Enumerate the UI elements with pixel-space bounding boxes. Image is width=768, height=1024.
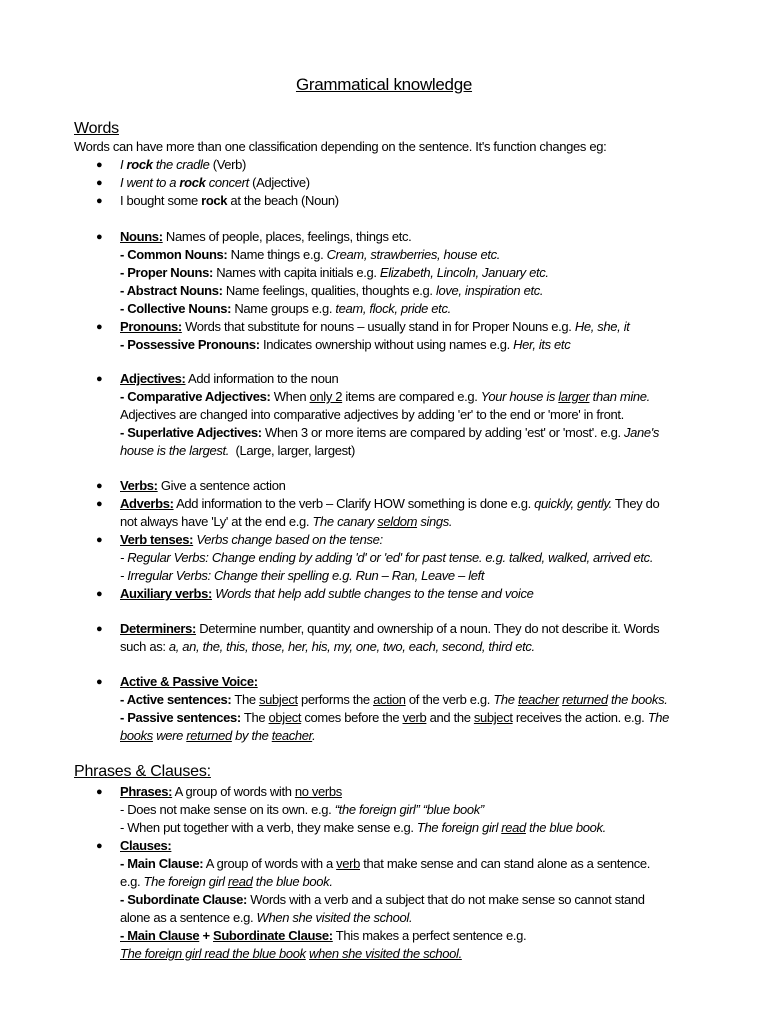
sub-label: - Main Clause: — [120, 856, 204, 871]
list-item — [0, 192, 695, 210]
term-desc: Verbs change based on the tense: — [193, 532, 383, 547]
list-item — [0, 370, 695, 388]
sub-text: Name groups e.g. — [231, 301, 336, 316]
term-label: Phrases: — [120, 784, 173, 799]
sub-example: house is the largest. — [120, 443, 229, 458]
sub-item — [0, 388, 695, 406]
sub-example: when she visited the school. — [309, 946, 462, 961]
term-label: Nouns: — [120, 229, 163, 244]
sub-example: teacher — [517, 692, 559, 707]
example-class: (Adjective) — [248, 175, 310, 190]
term-desc: Determine number, quantity and ownership of a noun. They do not describe it. Words — [196, 621, 660, 636]
sub-example: Your house is — [480, 389, 559, 404]
sub-label: - Possessive Pronouns: — [120, 337, 260, 352]
list-item — [0, 620, 695, 638]
sub-text: This makes a perfect sentence e.g. — [332, 928, 527, 943]
sub-item — [0, 549, 695, 567]
list-item — [0, 174, 695, 192]
sub-item — [0, 442, 695, 460]
sub-text: - When put together with a verb, they make sense e.g. — [120, 820, 417, 835]
sub-item — [0, 801, 695, 819]
sub-example: The canary — [312, 514, 378, 529]
term-desc: Words that substitute for nouns – usually stand in for Proper Nouns e.g. — [181, 319, 575, 334]
sub-item — [0, 513, 695, 531]
words-examples-list — [0, 156, 720, 210]
term-label: Verbs: — [120, 478, 158, 493]
example-text: concert — [205, 175, 249, 190]
sub-item — [0, 567, 695, 585]
list-item — [0, 673, 695, 691]
example-keyword: rock — [126, 157, 153, 172]
sub-text: alone as a sentence e.g. — [120, 910, 257, 925]
sub-text: verb — [402, 710, 427, 725]
term-example: He, she, it — [574, 319, 630, 334]
sub-item — [0, 264, 695, 282]
sub-example: sings. — [417, 514, 453, 529]
sub-example: . — [312, 728, 316, 743]
sub-example: teacher — [271, 728, 313, 743]
sub-example: larger — [558, 389, 590, 404]
sub-item — [0, 945, 695, 963]
term-desc: Words that help add subtle changes to the tense and voice — [211, 586, 534, 601]
sub-label: Subordinate Clause: — [213, 928, 333, 943]
sub-text: only 2 — [309, 389, 343, 404]
sub-text: receives the action. e.g. — [512, 710, 648, 725]
sub-example: The — [493, 692, 518, 707]
term-desc: A group of words with — [172, 784, 295, 799]
verbs-block — [0, 477, 720, 603]
sub-item — [0, 727, 695, 745]
sub-label: - Comparative Adjectives: — [120, 389, 271, 404]
sub-text: that make sense and can stand alone as a sentence. — [360, 856, 651, 871]
sub-example: team, flock, pride etc. — [335, 301, 451, 316]
sub-text: and the — [426, 710, 474, 725]
list-item — [0, 837, 695, 855]
sub-example: seldom — [377, 514, 418, 529]
sub-example: “the foreign girl” “blue book” — [334, 802, 484, 817]
list-item — [0, 228, 695, 246]
sub-label: + — [199, 928, 214, 943]
bullet-icon: ● — [96, 786, 103, 798]
sub-text: - Irregular Verbs: Change their spelling e.g. Run – Ran, Leave – left — [120, 568, 485, 583]
list-item — [0, 783, 695, 801]
sub-text: Name feelings, qualities, thoughts e.g. — [222, 283, 436, 298]
term-desc: Add information to the noun — [185, 371, 339, 386]
nouns-block — [0, 228, 720, 354]
sub-example: a, an, the, this, those, her, his, my, one, two, each, second, third etc. — [168, 639, 535, 654]
sub-label: - Active sentences: — [120, 692, 232, 707]
term-desc: Add information to the verb – Clarify HOW something is done e.g. — [173, 496, 535, 511]
example-keyword: rock — [201, 193, 228, 208]
sub-example: The foreign girl — [416, 820, 502, 835]
sub-text: verb — [336, 856, 361, 871]
sub-example: When she visited the school. — [256, 910, 413, 925]
sub-text: subject — [473, 710, 513, 725]
sub-label: - Superlative Adjectives: — [120, 425, 262, 440]
section-heading-words: Words — [74, 120, 119, 137]
term-example: quickly, gently. — [534, 496, 612, 511]
sub-example: were — [152, 728, 187, 743]
phrases-clauses-block — [0, 783, 720, 963]
sub-label: - Main Clause — [120, 928, 200, 943]
example-text: the cradle — [152, 157, 210, 172]
sub-text: (Large, larger, largest) — [229, 443, 356, 458]
bullet-icon: ● — [96, 588, 103, 600]
sub-example: than mine. — [589, 389, 650, 404]
sub-text: Name things e.g. — [227, 247, 327, 262]
sub-item — [0, 336, 695, 354]
sub-text: - Regular Verbs: Change ending by adding 'd' or 'ed' for past tense. e.g. talked, walked, arrived etc. — [120, 550, 654, 565]
bullet-icon: ● — [96, 177, 103, 189]
bullet-icon: ● — [96, 840, 103, 852]
words-intro: Words can have more than one classification depending on the sentence. It's function changes eg: — [74, 139, 607, 154]
list-item — [0, 495, 695, 513]
sub-example: the blue book. — [525, 820, 606, 835]
sub-example: the books. — [607, 692, 668, 707]
sub-text: comes before the — [301, 710, 403, 725]
sub-item — [0, 300, 695, 318]
sub-text: subject — [259, 692, 298, 707]
bullet-icon: ● — [96, 498, 103, 510]
sub-example: books — [120, 728, 153, 743]
bullet-icon: ● — [96, 534, 103, 546]
sub-example: The — [647, 710, 670, 725]
term-desc: Names of people, places, feelings, things etc. — [162, 229, 412, 244]
term-label: Verb tenses: — [120, 532, 194, 547]
sub-text: object — [268, 710, 302, 725]
sub-label: - Passive sentences: — [120, 710, 241, 725]
sub-example: love, inspiration etc. — [435, 283, 544, 298]
sub-item — [0, 819, 695, 837]
sub-example: Jane's — [623, 425, 660, 440]
sub-text: of the verb e.g. — [405, 692, 494, 707]
bullet-icon: ● — [96, 623, 103, 635]
sub-text: items are compared e.g. — [342, 389, 481, 404]
term-label: Active & Passive Voice: — [120, 674, 258, 689]
sub-example: The foreign girl — [143, 874, 228, 889]
example-text: I went to a — [120, 175, 180, 190]
example-text: I — [120, 157, 127, 172]
list-item — [0, 585, 695, 603]
sub-text: such as: — [120, 639, 169, 654]
sub-item — [0, 709, 695, 727]
sub-text: When 3 or more items are compared by adding 'est' or 'most'. e.g. — [261, 425, 624, 440]
sub-item — [0, 282, 695, 300]
sub-item — [0, 691, 695, 709]
example-text: I bought some — [120, 193, 202, 208]
term-desc: Give a sentence action — [157, 478, 286, 493]
example-text: at the beach (Noun) — [227, 193, 339, 208]
sub-example: returned — [562, 692, 608, 707]
sub-text: Indicates ownership without using names e.g. — [259, 337, 514, 352]
bullet-icon: ● — [96, 231, 103, 243]
sub-text: A group of words with a — [203, 856, 337, 871]
bullet-icon: ● — [96, 373, 103, 385]
sub-text: The — [240, 710, 269, 725]
term-label: Auxiliary verbs: — [120, 586, 212, 601]
list-item — [0, 156, 695, 174]
term-label: Clauses: — [120, 838, 172, 853]
sub-text: e.g. — [120, 874, 144, 889]
sub-item: Adjectives are changed into comparative adjectives by adding 'er' to the end or 'more' in front. — [120, 407, 624, 422]
term-label: Adjectives: — [120, 371, 186, 386]
bullet-icon: ● — [96, 676, 103, 688]
sub-text: not always have 'Ly' at the end e.g. — [120, 514, 313, 529]
term-label: Pronouns: — [120, 319, 182, 334]
sub-item — [0, 246, 695, 264]
voice-block — [0, 673, 720, 745]
sub-label: - Collective Nouns: — [120, 301, 232, 316]
sub-text: Words with a verb and a subject that do not make sense so cannot stand — [247, 892, 645, 907]
example-class: (Verb) — [209, 157, 247, 172]
determiners-block — [0, 620, 720, 656]
sub-item — [0, 638, 695, 656]
sub-example: Cream, strawberries, house etc. — [326, 247, 500, 262]
sub-item — [0, 891, 695, 909]
sub-label: - Common Nouns: — [120, 247, 228, 262]
section-heading-phrases-clauses: Phrases & Clauses: — [74, 763, 211, 780]
sub-item — [0, 424, 695, 442]
sub-example: read — [227, 874, 253, 889]
example-keyword: rock — [179, 175, 206, 190]
sub-label: - Abstract Nouns: — [120, 283, 223, 298]
sub-item — [0, 873, 695, 891]
sub-example: Her, its etc — [513, 337, 571, 352]
bullet-icon: ● — [96, 321, 103, 333]
list-item — [0, 531, 695, 549]
sub-example: the blue book. — [252, 874, 333, 889]
sub-text: The — [231, 692, 260, 707]
sub-text: Names with capita initials e.g. — [212, 265, 380, 280]
sub-item — [0, 927, 695, 945]
sub-example: Elizabeth, Lincoln, January etc. — [379, 265, 549, 280]
sub-label: - Subordinate Clause: — [120, 892, 247, 907]
term-label: Determiners: — [120, 621, 196, 636]
sub-label: - Proper Nouns: — [120, 265, 213, 280]
sub-example: by the — [231, 728, 272, 743]
sub-text: When — [270, 389, 310, 404]
sub-example: read — [501, 820, 526, 835]
bullet-icon: ● — [96, 159, 103, 171]
sub-example: The foreign girl read the blue book — [120, 946, 306, 961]
sub-item — [0, 909, 695, 927]
sub-text: performs the — [297, 692, 374, 707]
sub-text: action — [373, 692, 406, 707]
page-title: Grammatical knowledge — [295, 75, 473, 94]
list-item — [0, 318, 695, 336]
term-desc: no verbs — [294, 784, 342, 799]
list-item — [0, 477, 695, 495]
bullet-icon: ● — [96, 480, 103, 492]
sub-text: - Does not make sense on its own. e.g. — [120, 802, 335, 817]
adjectives-block — [0, 370, 720, 460]
sub-example: returned — [186, 728, 232, 743]
bullet-icon: ● — [96, 195, 103, 207]
term-desc: They do — [611, 496, 660, 511]
sub-item — [0, 855, 695, 873]
term-label: Adverbs: — [120, 496, 174, 511]
